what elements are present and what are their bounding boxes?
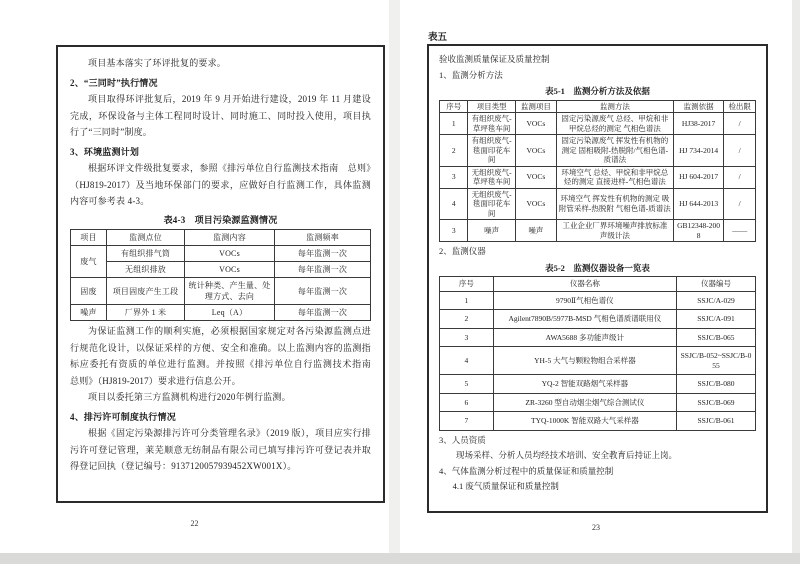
table-cell: /: [724, 166, 756, 188]
table-header-row: [71, 230, 371, 246]
table-cell: 3: [440, 328, 494, 347]
table-cell: 固定污染源废气 挥发性有机物的测定 固相吸附-热脱附/气相色谱-质谱法: [556, 135, 673, 167]
table-cell: 每年监测一次: [275, 262, 371, 278]
table-cell: VOCs: [515, 166, 556, 188]
table-cell: 每年监测一次: [275, 305, 371, 321]
table-5-1-caption: 表5-1 监测分析方法及依据: [545, 86, 650, 96]
table-row: [440, 220, 756, 242]
personnel-qualification-paragraph: 现场采样、分析人员均经技术培训、安全教育后持证上岗。: [456, 450, 678, 460]
table-row: [440, 291, 756, 310]
column-header: 监测点位: [107, 230, 185, 246]
table-cell: ——: [724, 220, 756, 242]
section-4-heading: 4、排污许可制度执行情况: [70, 411, 176, 422]
table-5-2-caption: 表5-2 监测仪器设备一览表: [545, 262, 650, 273]
table-cell: 1: [440, 113, 468, 135]
table-cell: Leq（A）: [185, 305, 275, 321]
table-cell: HJ 604-2017: [673, 166, 724, 188]
table-cell: 有组织排气筒: [107, 246, 185, 262]
table-cell: VOCs: [515, 113, 556, 135]
table-row: [71, 262, 371, 278]
table-five-label: 表五: [428, 33, 448, 43]
column-header: 序号: [440, 277, 494, 292]
table-cell: /: [724, 188, 756, 220]
table-cell: 环境空气 总烃、甲烷和非甲烷总烃的测定 直接进样-气相色谱法: [556, 166, 673, 188]
pollution-source-monitoring-table: [70, 229, 371, 321]
column-header: 监测项目: [515, 100, 556, 113]
table-cell: 噪声: [468, 220, 515, 242]
table-cell: 项目固废产生工段: [107, 278, 185, 305]
table-cell: VOCs: [515, 135, 556, 167]
table-row: [440, 310, 756, 329]
column-header: 监测依据: [673, 100, 724, 113]
table-header-row: [440, 277, 756, 292]
table-cell: AWA5688 多功能声级计: [493, 328, 676, 347]
table-cell: 1: [440, 291, 494, 310]
table-cell: 统计种类、产生量、处理方式、去向: [185, 278, 275, 305]
table-cell: 环境空气 挥发性有机物的测定 吸附管采样-热脱附 气相色谱-质谱法: [556, 188, 673, 220]
table-row: [71, 278, 371, 305]
table-row: [440, 166, 756, 188]
table-cell: 每年监测一次: [275, 278, 371, 305]
table-cell: 有组织废气-毯面印花车间: [468, 135, 515, 167]
table-cell: 无组织排放: [107, 262, 185, 278]
table-row: [440, 328, 756, 347]
table-cell: VOCs: [185, 246, 275, 262]
table-cell: GB12348-2008: [673, 220, 724, 242]
column-header: 监测内容: [185, 230, 275, 246]
section-2-heading: 2、监测仪器: [439, 246, 486, 256]
column-header: 序号: [440, 100, 468, 113]
section-1-heading: 1、监测分析方法: [439, 69, 503, 80]
right-edge-margin: [792, 0, 800, 553]
page-gap-separator: [389, 0, 400, 553]
document-page-23: [400, 0, 792, 553]
column-header: 检出限: [724, 100, 756, 113]
section-2-paragraph: 项目取得环评批复后，2019 年 9 月开始进行建设，2019 年 11 月建设完成，环保设备与主体工程同时设计、同时施工、同时投入使用，项目执行了“三同时”制度。: [70, 94, 371, 137]
table-row: [440, 113, 756, 135]
section-3-heading: 3、人员资质: [439, 434, 486, 445]
table-cell: 5: [440, 375, 494, 394]
table-cell: 9790Ⅱ气相色谱仪: [493, 291, 676, 310]
table-row: [440, 347, 756, 375]
section-4-paragraph: 根据《固定污染源排污许可分类管理名录》（2019 版），项目应实行排污许可登记管理，莱芜顺意无纺制品有限公司已填写排污许可登记表并取得登记回执（登记编号：9137120057939452XW001X）。: [70, 428, 371, 471]
table-cell: YQ-2 智能双路烟气采样器: [493, 375, 676, 394]
table-row: [71, 305, 371, 321]
table-cell: 废气: [71, 246, 107, 278]
column-header: 监测频率: [275, 230, 371, 246]
table-cell: /: [724, 135, 756, 167]
box-title: 验收监测质量保证及质量控制: [439, 54, 550, 64]
bottom-edge-margin: [0, 553, 800, 564]
table-row: [440, 188, 756, 220]
page-23-content-box: [427, 44, 768, 513]
table-cell: 噪声: [71, 305, 107, 321]
column-header: 项目: [71, 230, 107, 246]
table-cell: SSJC/B-061: [676, 412, 755, 431]
table-cell: HJ38-2017: [673, 113, 724, 135]
intro-paragraph: 项目基本落实了环评批复的要求。: [88, 58, 227, 68]
table-cell: 7: [440, 412, 494, 431]
table-cell: SSJC/A-029: [676, 291, 755, 310]
table-cell: 3: [440, 220, 468, 242]
table-cell: SSJC/B-080: [676, 375, 755, 394]
analysis-methods-table: [439, 100, 756, 243]
section-4-heading: 4、气体监测分析过程中的质量保证和质量控制: [439, 465, 614, 476]
table-row: [440, 375, 756, 394]
table-cell: SSJC/B-069: [676, 393, 755, 412]
column-header: 仪器名称: [493, 277, 676, 292]
table-cell: 2: [440, 135, 468, 167]
table-cell: 2: [440, 310, 494, 329]
table-cell: 3: [440, 166, 468, 188]
table-cell: Agilent7890B/5977B-MSD 气相色谱质谱联用仪: [493, 310, 676, 329]
page-22-content-box: [56, 45, 385, 503]
table-cell: 6: [440, 393, 494, 412]
table-cell: SSJC/B-052~SSJC/B-055: [676, 347, 755, 375]
table-cell: /: [724, 113, 756, 135]
column-header: 项目类型: [468, 100, 515, 113]
table-cell: SSJC/A-091: [676, 310, 755, 329]
table-cell: HJ 734-2014: [673, 135, 724, 167]
table-4-3-caption: 表4-3 项目污染源监测情况: [163, 214, 278, 225]
section-3-paragraph: 根据环评文件级批复要求，参照《排污单位自行监测技术指南 总则》（HJ819-2017）及当地环保部门的要求，应做好自行监测工作，具体监测内容可参考表 4-3。: [70, 163, 371, 206]
table-cell: 每年监测一次: [275, 246, 371, 262]
table-cell: 4: [440, 188, 468, 220]
third-party-monitoring-paragraph: 项目以委托第三方监测机构进行2020年例行监测。: [88, 392, 291, 402]
monitoring-instruments-table: [439, 276, 756, 431]
table-cell: 有组织废气-草坪毯车间: [468, 113, 515, 135]
table-cell: 固定污染源废气 总烃、甲烷和非甲烷总烃的测定 气相色谱法: [556, 113, 673, 135]
table-row: [440, 135, 756, 167]
post-table-paragraph: 为保证监测工作的顺利实施，必须根据国家规定对各污染源监测点进行规范化设计，以保证采样的方便、安全和准确。以上监测内容的监测指标应委托有资质的单位进行监测。并按照《排污单位自行监测技术指南 总则》（HJ819-2017）要求进行信息公开。: [70, 326, 381, 386]
table-cell: 无组织废气-毯面印花车间: [468, 188, 515, 220]
table-row: [440, 393, 756, 412]
table-cell: VOCs: [185, 262, 275, 278]
section-3-heading: 3、环境监测计划: [70, 146, 140, 157]
table-cell: 工业企业厂界环境噪声排放标准 声级计法: [556, 220, 673, 242]
table-cell: SSJC/B-065: [676, 328, 755, 347]
table-row: [71, 246, 371, 262]
document-page-22: [0, 0, 389, 553]
section-2-heading: 2、“三同时”执行情况: [70, 77, 158, 88]
table-cell: HJ 644-2013: [673, 188, 724, 220]
table-cell: TYQ-1000K 智能双路大气采样器: [493, 412, 676, 431]
table-cell: 固废: [71, 278, 107, 305]
table-row: [440, 412, 756, 431]
table-cell: VOCs: [515, 188, 556, 220]
page-number-22: 22: [190, 519, 199, 528]
column-header: 仪器编号: [676, 277, 755, 292]
section-4-1-heading: 4.1 废气质量保证和质量控制: [452, 481, 559, 491]
table-header-row: [440, 100, 756, 113]
column-header: 监测方法: [556, 100, 673, 113]
table-cell: 噪声: [515, 220, 556, 242]
table-cell: 厂界外 1 米: [107, 305, 185, 321]
table-cell: YH-5 大气与颗粒物组合采样器: [493, 347, 676, 375]
table-cell: ZR-3260 型自动烟尘烟气综合测试仪: [493, 393, 676, 412]
table-cell: 4: [440, 347, 494, 375]
table-cell: 无组织废气-草坪毯车间: [468, 166, 515, 188]
page-number-23: 23: [592, 523, 600, 532]
